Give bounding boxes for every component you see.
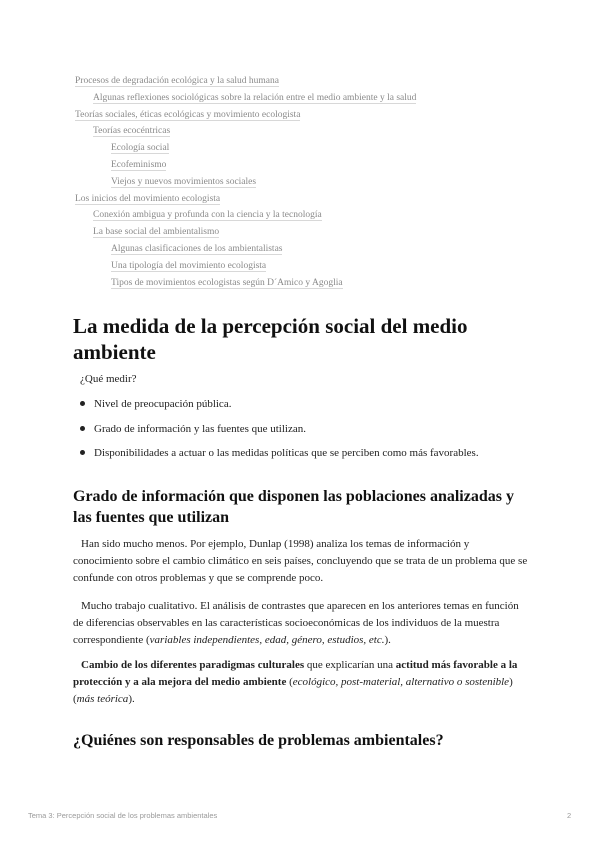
toc-link[interactable]: Una tipología del movimiento ecologista [111, 260, 267, 271]
toc-link[interactable]: Algunas clasificaciones de los ambientalistas [111, 243, 283, 254]
table-of-contents [75, 73, 545, 291]
toc-link[interactable]: Ecofeminismo [111, 159, 167, 170]
question-text: ¿Qué medir? [80, 373, 137, 385]
paragraph: Han sido mucho menos. Por ejemplo, Dunlap (1998) analiza los temas de información y conocimiento sobre el cambio climático en seis países, concluyendo que se trata de un problema que se confunde con otros problemas y que se comprende poco. [73, 538, 528, 584]
toc-link[interactable]: Los inicios del movimiento ecologista [75, 193, 221, 204]
toc-link[interactable]: Procesos de degradación ecológica y la salud humana [75, 76, 279, 86]
toc-link[interactable]: Viejos y nuevos movimientos sociales [111, 176, 257, 187]
toc-link[interactable]: Teorías sociales, éticas ecológicas y movimiento ecologista [75, 109, 301, 120]
paragraph: Cambio de los diferentes paradigmas culturales que explicarían una actitud más favorable a la protección y a ala mejora del medio ambiente (ecológico, post-material, alternativo o sostenible) (más teórica). [73, 659, 518, 705]
subsection-title: ¿Quiénes son responsables de problemas ambientales? [73, 732, 444, 749]
toc-link[interactable]: Conexión ambigua y profunda con la ciencia y la tecnología [93, 210, 322, 221]
bullet-icon [80, 401, 85, 406]
bullet-icon [80, 450, 85, 455]
bullet-icon [80, 426, 85, 431]
toc-link[interactable]: Tipos de movimientos ecologistas según D´Amico y Agoglia [111, 277, 343, 288]
bullet-list [76, 397, 546, 471]
paragraph: Mucho trabajo cualitativo. El análisis de contrastes que aparecen en los anteriores temas en función de diferencias observables en las características socioeconómicas de los individuos de la muestra correspondiente (variables independientes, edad, género, estudios, etc.). [73, 600, 519, 646]
page-number: 2 [567, 811, 572, 820]
list-item: Nivel de preocupación pública. [76, 397, 546, 411]
list-item: Grado de información y las fuentes que utilizan. [76, 422, 546, 436]
toc-link[interactable]: La base social del ambientalismo [93, 227, 220, 238]
section-title: La medida de la percepción social del medio ambiente [73, 314, 468, 364]
toc-link[interactable]: Ecología social [111, 143, 170, 154]
toc-link[interactable]: Algunas reflexiones sociológicas sobre la relación entre el medio ambiente y la salud [93, 92, 417, 103]
subsection-title: Grado de información que disponen las poblaciones analizadas y las fuentes que utilizan [73, 488, 514, 526]
list-item: Disponibilidades a actuar o las medidas políticas que se perciben como más favorables. [76, 446, 546, 460]
toc-link[interactable]: Teorías ecocéntricas [93, 126, 171, 137]
footer-title: Tema 3: Percepción social de los problemas ambientales [28, 811, 218, 820]
